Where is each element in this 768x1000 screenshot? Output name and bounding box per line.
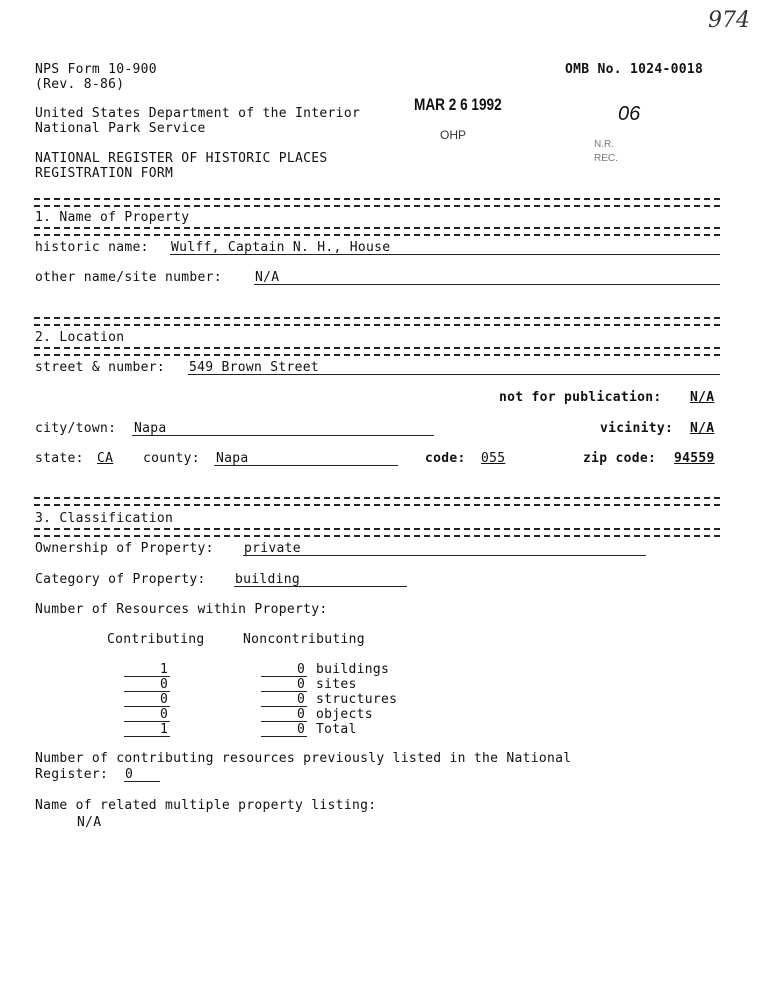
- code-value: 055: [481, 451, 506, 466]
- resource-contributing-count: 0: [160, 677, 169, 692]
- previously-listed-label: Register:: [35, 767, 109, 782]
- department-name: United States Department of the Interior: [35, 106, 361, 121]
- state-value: CA: [97, 451, 114, 466]
- section-divider: [34, 528, 720, 537]
- historic-name-value: Wulff, Captain N. H., House: [171, 240, 391, 255]
- section-2-heading: 2. Location: [35, 330, 125, 345]
- section-1-heading: 1. Name of Property: [35, 210, 190, 225]
- section-3-heading: 3. Classification: [35, 511, 174, 526]
- resource-noncontributing-count: 0: [297, 662, 306, 677]
- ownership-value: private: [244, 541, 301, 556]
- section-divider: [34, 497, 720, 506]
- county-value: Napa: [216, 451, 249, 466]
- zip-value: 94559: [674, 451, 715, 466]
- ownership-label: Ownership of Property:: [35, 541, 214, 556]
- resource-noncontributing-count: 0: [297, 722, 306, 737]
- related-listing-value: N/A: [77, 815, 102, 830]
- resource-contributing-count: 0: [160, 707, 169, 722]
- not-for-publication-label: not for publication:: [499, 390, 662, 405]
- ownership-line: [243, 555, 646, 556]
- ohp-stamp: OHP: [440, 128, 467, 142]
- category-value: building: [235, 572, 301, 587]
- previously-listed-value: 0: [125, 767, 134, 782]
- form-revision: (Rev. 8-86): [35, 77, 125, 92]
- code-label: code:: [425, 451, 466, 466]
- form-title: REGISTRATION FORM: [35, 166, 174, 181]
- related-listing-label: Name of related multiple property listing:: [35, 798, 377, 813]
- form-number: NPS Form 10-900: [35, 62, 157, 77]
- rec-stamp: REC.: [594, 153, 618, 164]
- city-line: [132, 435, 434, 436]
- handwritten-annotation: 974: [708, 8, 750, 33]
- resource-contributing-count: 1: [160, 662, 169, 677]
- previously-listed-text: Number of contributing resources previously listed in the National: [35, 751, 572, 766]
- county-label: county:: [143, 451, 200, 466]
- city-label: city/town:: [35, 421, 117, 436]
- section-divider: [34, 347, 720, 356]
- other-name-label: other name/site number:: [35, 270, 222, 285]
- service-name: National Park Service: [35, 121, 206, 136]
- resource-type-label: objects: [316, 707, 373, 722]
- nr-stamp: N.R.: [594, 139, 614, 150]
- vicinity-label: vicinity:: [600, 421, 674, 436]
- street-label: street & number:: [35, 360, 166, 375]
- street-value: 549 Brown Street: [189, 360, 320, 375]
- other-name-value: N/A: [255, 270, 280, 285]
- historic-name-label: historic name:: [35, 240, 149, 255]
- other-name-line: [254, 284, 720, 285]
- city-value: Napa: [134, 421, 167, 436]
- resource-noncontributing-count: 0: [297, 692, 306, 707]
- section-divider: [34, 198, 720, 207]
- received-date-stamp: MAR 2 6 1992: [414, 95, 502, 114]
- omb-number: OMB No. 1024-0018: [565, 62, 704, 77]
- register-title: NATIONAL REGISTER OF HISTORIC PLACES: [35, 151, 328, 166]
- resource-type-label: buildings: [316, 662, 390, 677]
- section-divider: [34, 227, 720, 236]
- noncontributing-header: Noncontributing: [243, 632, 365, 647]
- resource-contributing-count: 1: [160, 722, 169, 737]
- contributing-header: Contributing: [107, 632, 205, 647]
- category-label: Category of Property:: [35, 572, 206, 587]
- resource-type-label: structures: [316, 692, 398, 707]
- not-for-publication-value: N/A: [690, 390, 715, 405]
- resource-type-label: Total: [316, 722, 357, 737]
- stamp-number: 06: [618, 103, 641, 125]
- state-label: state:: [35, 451, 84, 466]
- resource-contributing-count: 0: [160, 692, 169, 707]
- zip-label: zip code:: [583, 451, 657, 466]
- resource-type-label: sites: [316, 677, 357, 692]
- resource-noncontributing-count: 0: [297, 707, 306, 722]
- vicinity-value: N/A: [690, 421, 715, 436]
- section-divider: [34, 317, 720, 326]
- resources-label: Number of Resources within Property:: [35, 602, 328, 617]
- resource-noncontributing-count: 0: [297, 677, 306, 692]
